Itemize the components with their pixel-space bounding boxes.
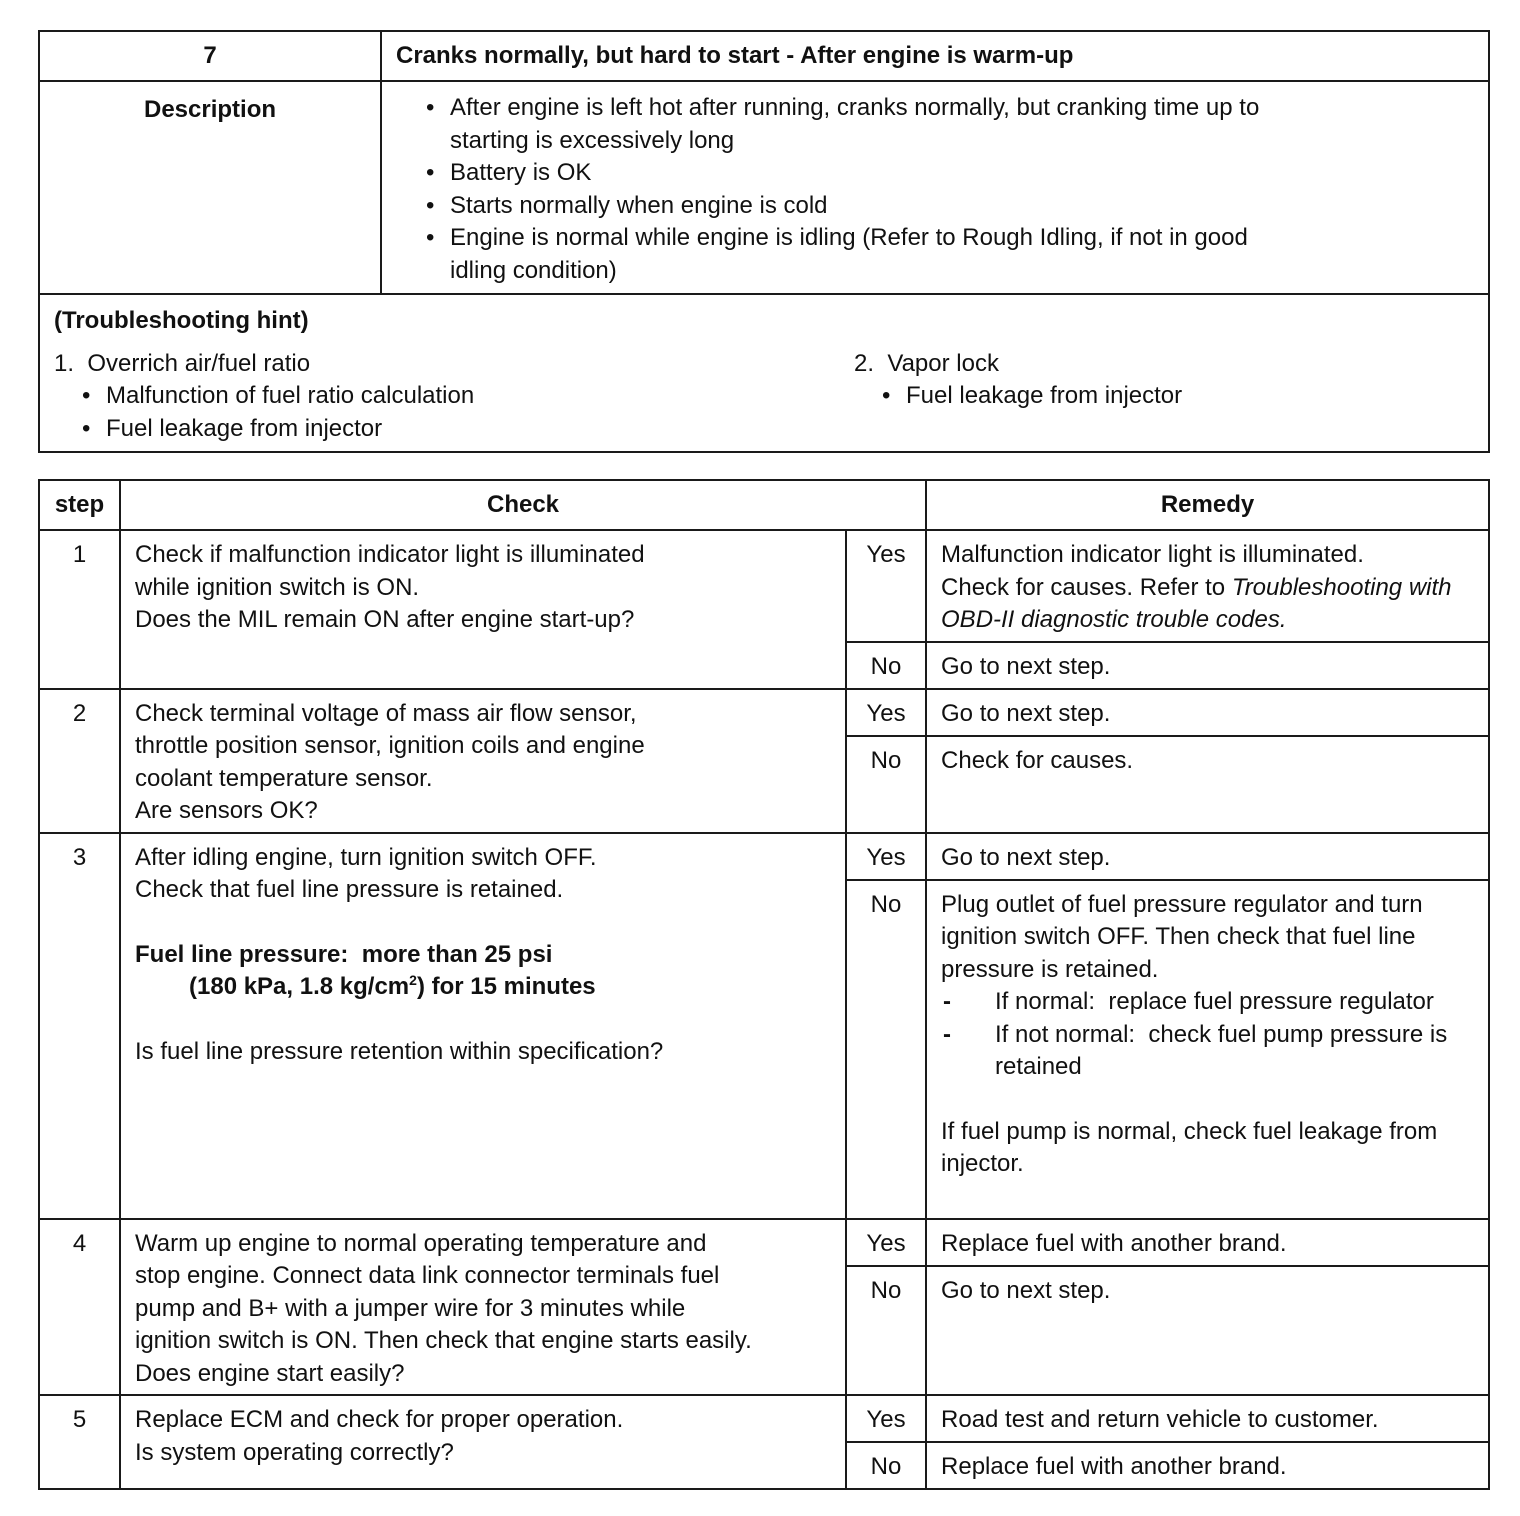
step-row [39, 689, 1489, 736]
check-line: ignition switch is ON. Then check that engine starts easily. [135, 1327, 752, 1354]
check-line: Are sensors OK? [135, 797, 318, 824]
step-header: step [39, 480, 120, 530]
spec-superscript: 2 [409, 972, 417, 988]
description-item: • Engine is normal while engine is idling (Refer to Rough Idling, if not in good idling condition) [422, 222, 1288, 287]
yes-label: Yes [846, 1395, 926, 1442]
check-line: After idling engine, turn ignition switch OFF. [135, 843, 597, 871]
troubleshooting-hint-cell [39, 294, 1489, 452]
no-label: No [846, 880, 926, 1219]
step-row [39, 530, 1489, 642]
step-check [120, 833, 846, 1219]
description-label: Description [39, 81, 381, 294]
check-line: throttle position sensor, ignition coils and engine [135, 732, 645, 759]
no-label: No [846, 1266, 926, 1395]
check-line: Check terminal voltage of mass air flow sensor, [135, 699, 637, 727]
remedy-text: If fuel pump is normal, check fuel leakage from injector. [941, 1117, 1438, 1177]
hint-item: • Fuel leakage from injector [78, 413, 854, 446]
step-number: 1 [39, 530, 120, 689]
check-line: while ignition switch is ON. [135, 573, 420, 601]
yes-label: Yes [846, 1219, 926, 1266]
description-item: • Starts normally when engine is cold [422, 190, 1288, 223]
step-check [120, 689, 846, 833]
symptom-title: Cranks normally, but hard to start - After engine is warm-up [381, 31, 1489, 81]
check-line: Check that fuel line pressure is retained. [135, 876, 564, 903]
yes-remedy: Road test and return vehicle to customer. [926, 1395, 1489, 1442]
remedy-text: Plug outlet of fuel pressure regulator and turn ignition switch OFF. Then check that fuel line pressure is retained. [941, 890, 1423, 983]
step-number: 5 [39, 1395, 120, 1489]
yes-label: Yes [846, 530, 926, 642]
check-line: Does engine start easily? [135, 1359, 405, 1387]
description-item: • Battery is OK [422, 157, 1288, 190]
step-check [120, 1219, 846, 1396]
spec-line: Fuel line pressure: more than 25 psi [135, 940, 553, 968]
remedy-line [941, 572, 1478, 637]
no-label: No [846, 1442, 926, 1489]
step-check [120, 530, 846, 689]
description-item: • After engine is left hot after running, cranks normally, but cranking time up to starting is excessively long [422, 92, 1288, 157]
no-remedy: Check for causes. [926, 736, 1489, 833]
step-row [39, 833, 1489, 880]
remedy-dash-item: - If not normal: check fuel pump pressure is retained [941, 1019, 1478, 1084]
check-header: Check [120, 480, 926, 530]
no-remedy: Go to next step. [926, 642, 1489, 689]
check-line: Replace ECM and check for proper operation. [135, 1406, 624, 1433]
spec-line [135, 971, 835, 1004]
spec-text: (180 kPa, 1.8 kg/cm [189, 973, 410, 1000]
yes-label: Yes [846, 689, 926, 736]
hint-title: 1. Overrich air/fuel ratio [54, 349, 311, 377]
symptom-number: 7 [39, 31, 381, 81]
remedy-reference: Troubleshooting with OBD-II diagnostic trouble codes. [941, 573, 1452, 633]
description-cell [381, 81, 1489, 294]
remedy-header: Remedy [926, 480, 1489, 530]
yes-remedy [926, 530, 1489, 642]
hint-item: • Fuel leakage from injector [878, 380, 1182, 413]
troubleshooting-hint-label: (Troubleshooting hint) [54, 307, 309, 334]
no-label: No [846, 642, 926, 689]
check-line: Check if malfunction indicator light is illuminated [135, 541, 645, 568]
remedy-dash-item: - If normal: replace fuel pressure regulator [941, 986, 1478, 1019]
step-check [120, 1395, 846, 1489]
hint-overrich [54, 348, 854, 446]
hint-vapor-lock [854, 348, 1182, 446]
description-list [422, 92, 1288, 287]
no-remedy: Replace fuel with another brand. [926, 1442, 1489, 1489]
hint-title: 2. Vapor lock [854, 349, 999, 377]
check-line: coolant temperature sensor. [135, 764, 433, 792]
check-question: Is fuel line pressure retention within specification? [135, 1037, 664, 1065]
hint-item: • Malfunction of fuel ratio calculation [78, 380, 854, 413]
yes-label: Yes [846, 833, 926, 880]
step-row [39, 1219, 1489, 1266]
step-row [39, 1395, 1489, 1442]
check-line: Warm up engine to normal operating temperature and [135, 1229, 707, 1257]
yes-remedy: Replace fuel with another brand. [926, 1219, 1489, 1266]
spec-text: ) for 15 minutes [416, 973, 596, 1000]
yes-remedy: Go to next step. [926, 689, 1489, 736]
check-line: Does the MIL remain ON after engine start-up? [135, 606, 635, 633]
yes-remedy: Go to next step. [926, 833, 1489, 880]
no-remedy: Go to next step. [926, 1266, 1489, 1395]
step-number: 4 [39, 1219, 120, 1396]
step-number: 2 [39, 689, 120, 833]
remedy-text: Check for causes. Refer to [941, 573, 1232, 601]
remedy-line: Malfunction indicator light is illuminated. [941, 541, 1364, 568]
no-remedy [926, 880, 1489, 1219]
symptom-summary-table [38, 30, 1490, 453]
step-number: 3 [39, 833, 120, 1219]
diagnostic-steps-table [38, 479, 1490, 1490]
hint-columns [40, 338, 1488, 450]
check-line: Is system operating correctly? [135, 1438, 454, 1466]
check-line: pump and B+ with a jumper wire for 3 minutes while [135, 1294, 686, 1322]
no-label: No [846, 736, 926, 833]
check-line: stop engine. Connect data link connector terminals fuel [135, 1262, 720, 1289]
